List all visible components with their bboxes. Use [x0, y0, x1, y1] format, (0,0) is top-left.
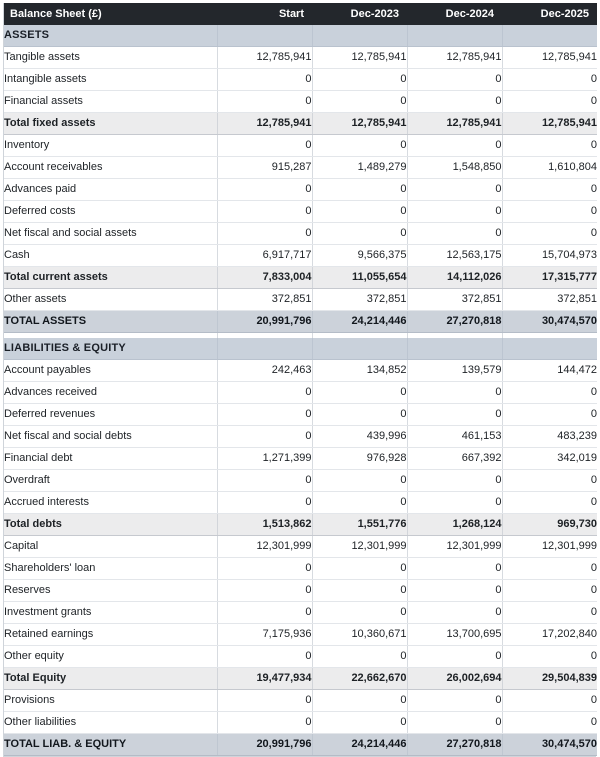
row-label: Other liabilities: [4, 712, 217, 734]
row-label: Account receivables: [4, 157, 217, 179]
row-value: 0: [312, 201, 407, 223]
balance-sheet-table: [4, 3, 597, 756]
row-value: 14,112,026: [407, 267, 502, 289]
row-value: 439,996: [312, 426, 407, 448]
row-value: 11,055,654: [312, 267, 407, 289]
table-row: [4, 360, 597, 382]
table-row: [4, 223, 597, 245]
row-value: 372,851: [217, 289, 312, 311]
row-value: 12,785,941: [312, 47, 407, 69]
table-row: [4, 558, 597, 580]
row-value: 0: [502, 201, 597, 223]
row-value: [407, 338, 502, 360]
row-value: 976,928: [312, 448, 407, 470]
row-value: 1,489,279: [312, 157, 407, 179]
row-value: 0: [312, 712, 407, 734]
row-value: 0: [407, 492, 502, 514]
row-value: 0: [502, 404, 597, 426]
row-label: LIABILITIES & EQUITY: [4, 338, 217, 360]
row-value: 372,851: [502, 289, 597, 311]
table-row: [4, 245, 597, 267]
table-row: [4, 47, 597, 69]
row-value: 22,662,670: [312, 668, 407, 690]
balance-sheet-frame: [3, 3, 596, 757]
row-value: 12,785,941: [407, 113, 502, 135]
row-value: 0: [217, 404, 312, 426]
subtotal-row: [4, 668, 597, 690]
table-row: [4, 492, 597, 514]
row-value: 0: [407, 382, 502, 404]
row-label: Retained earnings: [4, 624, 217, 646]
row-value: 0: [407, 69, 502, 91]
row-value: 7,175,936: [217, 624, 312, 646]
row-value: 12,785,941: [312, 113, 407, 135]
row-value: 17,202,840: [502, 624, 597, 646]
row-value: [502, 25, 597, 47]
row-label: TOTAL ASSETS: [4, 311, 217, 333]
row-value: 0: [312, 470, 407, 492]
table-row: [4, 157, 597, 179]
row-value: 461,153: [407, 426, 502, 448]
row-value: 372,851: [312, 289, 407, 311]
row-value: 1,271,399: [217, 448, 312, 470]
row-value: 12,301,999: [407, 536, 502, 558]
row-label: TOTAL LIAB. & EQUITY: [4, 734, 217, 756]
row-label: Net fiscal and social debts: [4, 426, 217, 448]
row-value: 0: [502, 558, 597, 580]
row-value: [502, 338, 597, 360]
row-value: 12,785,941: [217, 113, 312, 135]
row-value: 12,785,941: [407, 47, 502, 69]
table-row: [4, 426, 597, 448]
row-label: Net fiscal and social assets: [4, 223, 217, 245]
row-value: 0: [217, 382, 312, 404]
row-label: Shareholders' loan: [4, 558, 217, 580]
row-value: 0: [407, 558, 502, 580]
row-label: Total Equity: [4, 668, 217, 690]
row-value: 24,214,446: [312, 734, 407, 756]
row-value: 0: [217, 201, 312, 223]
table-row: [4, 91, 597, 113]
row-label: Reserves: [4, 580, 217, 602]
row-value: 915,287: [217, 157, 312, 179]
row-value: 0: [312, 179, 407, 201]
row-value: 0: [217, 646, 312, 668]
row-label: Cash: [4, 245, 217, 267]
row-value: 30,474,570: [502, 734, 597, 756]
row-value: 0: [502, 382, 597, 404]
row-value: 15,704,973: [502, 245, 597, 267]
row-label: Financial assets: [4, 91, 217, 113]
row-value: 26,002,694: [407, 668, 502, 690]
table-row: [4, 624, 597, 646]
table-body: [4, 25, 597, 756]
row-value: 29,504,839: [502, 668, 597, 690]
row-value: 0: [407, 223, 502, 245]
row-label: Deferred costs: [4, 201, 217, 223]
row-label: ASSETS: [4, 25, 217, 47]
row-value: 0: [502, 91, 597, 113]
row-value: 139,579: [407, 360, 502, 382]
row-value: [312, 338, 407, 360]
row-value: 0: [217, 426, 312, 448]
row-value: 0: [502, 712, 597, 734]
row-label: Accrued interests: [4, 492, 217, 514]
row-value: 0: [502, 470, 597, 492]
row-value: 0: [312, 382, 407, 404]
row-label: Account payables: [4, 360, 217, 382]
row-value: 1,551,776: [312, 514, 407, 536]
table-row: [4, 470, 597, 492]
row-value: 0: [407, 179, 502, 201]
row-value: 27,270,818: [407, 734, 502, 756]
subtotal-row: [4, 267, 597, 289]
row-value: 6,917,717: [217, 245, 312, 267]
row-value: 0: [217, 580, 312, 602]
row-value: 0: [407, 580, 502, 602]
row-value: 0: [502, 580, 597, 602]
row-label: Total debts: [4, 514, 217, 536]
row-value: 0: [217, 91, 312, 113]
row-value: 0: [312, 492, 407, 514]
row-value: 0: [502, 179, 597, 201]
row-value: 30,474,570: [502, 311, 597, 333]
table-row: [4, 712, 597, 734]
row-value: 0: [217, 602, 312, 624]
row-value: 0: [217, 712, 312, 734]
row-label: Capital: [4, 536, 217, 558]
row-label: Inventory: [4, 135, 217, 157]
row-value: [312, 25, 407, 47]
row-value: 0: [312, 69, 407, 91]
subtotal-row: [4, 113, 597, 135]
row-value: 0: [502, 646, 597, 668]
row-value: 12,785,941: [217, 47, 312, 69]
row-label: Advances paid: [4, 179, 217, 201]
row-value: 20,991,796: [217, 311, 312, 333]
row-value: 0: [312, 223, 407, 245]
header-col-1[interactable]: Dec-2023: [312, 3, 407, 25]
header-col-2[interactable]: Dec-2024: [407, 3, 502, 25]
row-label: Intangible assets: [4, 69, 217, 91]
row-value: 10,360,671: [312, 624, 407, 646]
row-value: 969,730: [502, 514, 597, 536]
row-value: 0: [502, 223, 597, 245]
row-label: Investment grants: [4, 602, 217, 624]
row-label: Overdraft: [4, 470, 217, 492]
row-label: Total current assets: [4, 267, 217, 289]
table-row: [4, 289, 597, 311]
row-value: 0: [407, 712, 502, 734]
row-value: 0: [407, 201, 502, 223]
row-value: 0: [407, 690, 502, 712]
header-col-3[interactable]: Dec-2025: [502, 3, 597, 25]
table-row: [4, 69, 597, 91]
row-value: 0: [502, 135, 597, 157]
row-value: 0: [502, 69, 597, 91]
table-row: [4, 536, 597, 558]
row-value: 0: [217, 69, 312, 91]
row-value: 144,472: [502, 360, 597, 382]
row-value: 12,563,175: [407, 245, 502, 267]
row-value: 0: [407, 602, 502, 624]
table-row: [4, 201, 597, 223]
row-value: 1,268,124: [407, 514, 502, 536]
row-value: 0: [407, 646, 502, 668]
row-value: 19,477,934: [217, 668, 312, 690]
row-value: 0: [312, 580, 407, 602]
row-value: 9,566,375: [312, 245, 407, 267]
row-value: 342,019: [502, 448, 597, 470]
table-row: [4, 179, 597, 201]
row-label: Other assets: [4, 289, 217, 311]
row-value: 20,991,796: [217, 734, 312, 756]
row-value: 0: [502, 602, 597, 624]
table-row: [4, 448, 597, 470]
table-row: [4, 580, 597, 602]
row-value: 0: [312, 91, 407, 113]
row-value: 1,513,862: [217, 514, 312, 536]
row-label: Deferred revenues: [4, 404, 217, 426]
row-value: 134,852: [312, 360, 407, 382]
row-value: 12,301,999: [217, 536, 312, 558]
row-value: 0: [312, 646, 407, 668]
header-col-0[interactable]: Start: [217, 3, 312, 25]
row-label: Provisions: [4, 690, 217, 712]
row-label: Tangible assets: [4, 47, 217, 69]
section-header-row: [4, 25, 597, 47]
subtotal-row: [4, 514, 597, 536]
section-header-row: [4, 338, 597, 360]
row-value: 13,700,695: [407, 624, 502, 646]
row-value: 17,315,777: [502, 267, 597, 289]
table-row: [4, 404, 597, 426]
row-value: 27,270,818: [407, 311, 502, 333]
table-row: [4, 602, 597, 624]
header-title: Balance Sheet (£): [4, 3, 217, 25]
table-row: [4, 135, 597, 157]
row-value: 0: [217, 135, 312, 157]
row-value: 0: [502, 492, 597, 514]
row-label: Other equity: [4, 646, 217, 668]
row-value: 0: [312, 602, 407, 624]
grand-total-row: [4, 734, 597, 756]
row-value: 483,239: [502, 426, 597, 448]
row-value: 0: [217, 223, 312, 245]
row-value: 12,301,999: [312, 536, 407, 558]
row-value: 1,548,850: [407, 157, 502, 179]
row-value: 0: [217, 690, 312, 712]
row-value: 12,785,941: [502, 47, 597, 69]
table-row: [4, 690, 597, 712]
header-row: [4, 3, 597, 25]
row-value: [217, 25, 312, 47]
row-value: 0: [217, 492, 312, 514]
row-value: 667,392: [407, 448, 502, 470]
row-label: Advances received: [4, 382, 217, 404]
table-row: [4, 382, 597, 404]
row-value: 1,610,804: [502, 157, 597, 179]
row-value: 0: [407, 470, 502, 492]
row-value: 0: [407, 91, 502, 113]
table-row: [4, 646, 597, 668]
row-value: 0: [312, 404, 407, 426]
row-value: 0: [312, 558, 407, 580]
row-value: 0: [407, 404, 502, 426]
row-value: [407, 25, 502, 47]
row-value: 0: [217, 470, 312, 492]
row-value: 12,785,941: [502, 113, 597, 135]
table-header: [4, 3, 597, 25]
row-value: 372,851: [407, 289, 502, 311]
row-label: Financial debt: [4, 448, 217, 470]
row-value: 242,463: [217, 360, 312, 382]
row-value: 0: [502, 690, 597, 712]
row-label: Total fixed assets: [4, 113, 217, 135]
grand-total-row: [4, 311, 597, 333]
row-value: 0: [407, 135, 502, 157]
row-value: [217, 338, 312, 360]
row-value: 0: [312, 690, 407, 712]
row-value: 7,833,004: [217, 267, 312, 289]
row-value: 0: [217, 558, 312, 580]
row-value: 0: [217, 179, 312, 201]
row-value: 24,214,446: [312, 311, 407, 333]
row-value: 0: [312, 135, 407, 157]
row-value: 12,301,999: [502, 536, 597, 558]
